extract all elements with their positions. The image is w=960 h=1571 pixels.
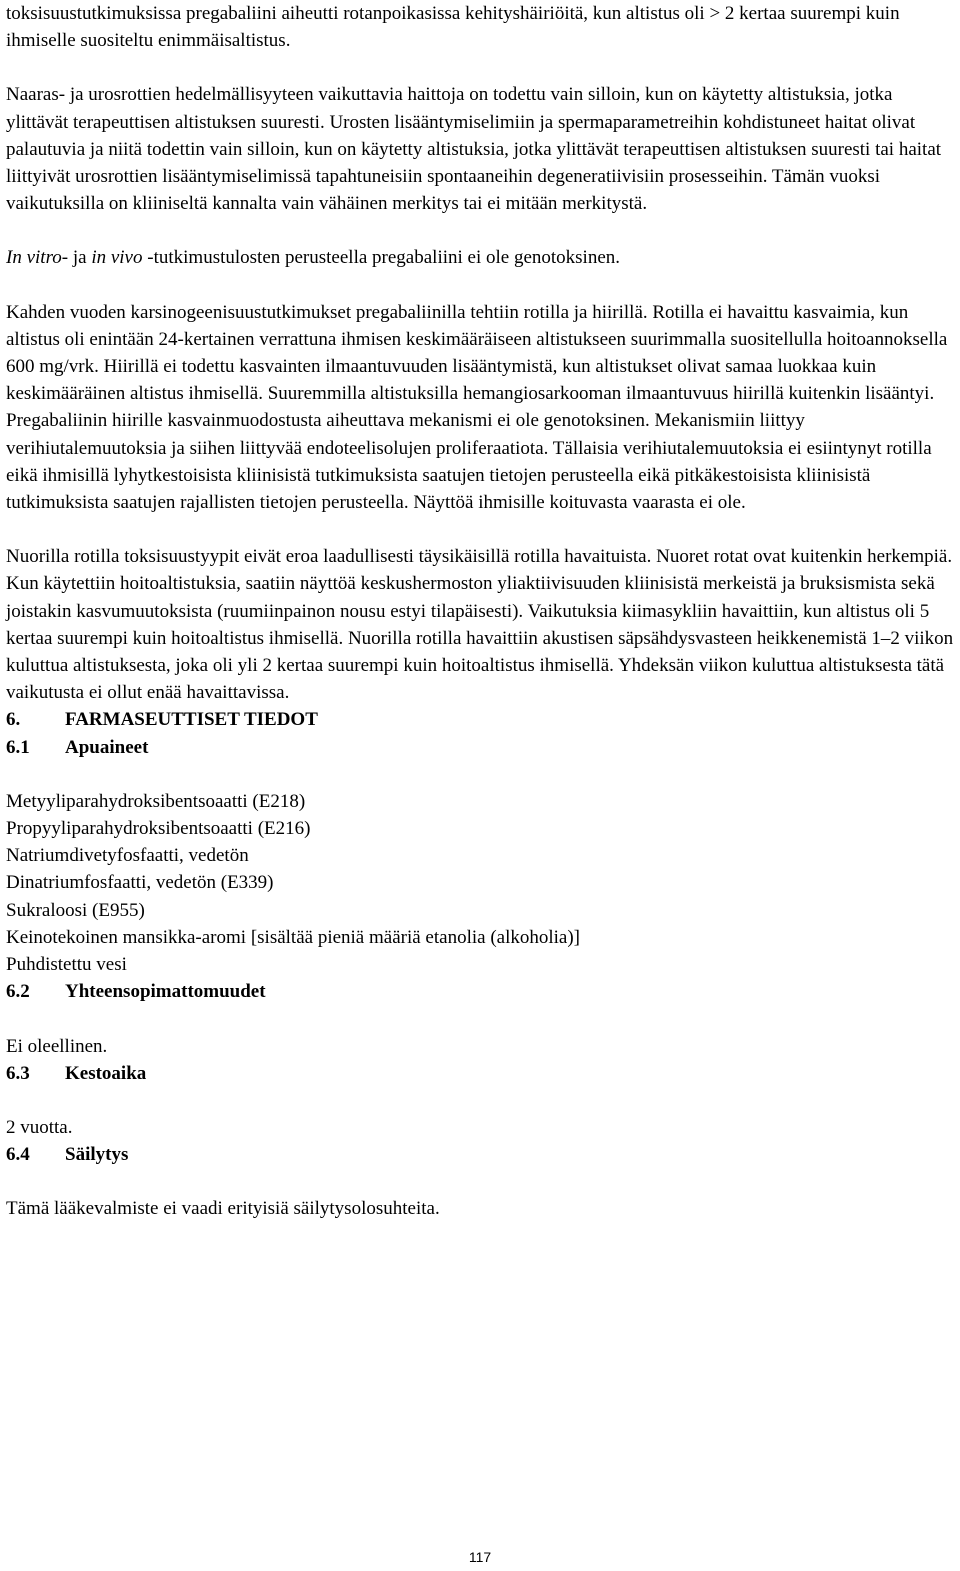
section-number: 6.2 (6, 981, 30, 1003)
section-heading-6-4 (6, 1141, 956, 1168)
section-number: 6.4 (6, 1144, 30, 1166)
section-text-6-4: Tämä lääkevalmiste ei vaadi erityisiä säilytysolosuhteita. (6, 1198, 440, 1220)
section-heading-6-1 (6, 734, 956, 761)
list-item: Metyyliparahydroksibentsoaatti (E218) (6, 790, 306, 812)
page-number: 117 (468, 1549, 492, 1565)
list-item: Dinatriumfosfaatti, vedetön (E339) (6, 872, 274, 894)
list-item: Keinotekoinen mansikka-aromi [sisältää pieniä määriä etanolia (alkoholia)] (6, 926, 580, 948)
excipient-list (6, 788, 956, 978)
section-title: Säilytys (65, 1144, 129, 1166)
section-heading-6 (6, 706, 956, 733)
list-item: Sukraloosi (E955) (6, 899, 145, 921)
section-title: Yhteensopimattomuudet (65, 981, 266, 1003)
list-item: Puhdistettu vesi (6, 954, 127, 976)
section-title: Kestoaika (65, 1062, 147, 1084)
section-text-6-3: 2 vuotta. (6, 1116, 73, 1138)
list-item: Natriumdivetyfosfaatti, vedetön (6, 845, 249, 867)
paragraph-reproductive-toxicity-end: toksisuustutkimuksissa pregabaliini aiheutti rotanpoikasissa kehityshäiriöitä, kun altistus oli > 2 kertaa suurempi kuin ihmiselle suositeltu enimmäisaltistus. (6, 3, 900, 52)
section-heading-6-3 (6, 1060, 956, 1087)
paragraph-juvenile-rats: Nuorilla rotilla toksisuustyypit eivät eroa laadullisesti täysikäisillä rotilla havaituista. Nuoret rotat ovat kuitenkin herkempiä. Kun käytettiin hoitoaltistuksia, saatiin näyttöä keskushermoston yliaktiivisuuden kliinisistä merkeistä ja bruksismista sekä joistakin kasvumuutoksista (ruumiinpainon nousu estyi tilapäisesti). Vaikutuksia kiimasykliin havaittiin, kun altistus oli 5 kertaa suurempi kuin hoitoaltistus ihmisellä. Nuorilla rotilla havaittiin akustisen säpsähdysvasteen heikkenemistä 1–2 viikon kuluttua altistuksesta, joka oli yli 2 kertaa suurempi kuin hoitoaltistus ihmisellä. Yhdeksän viikon kuluttua altistuksesta tätä vaikutusta ei ollut enää havaittavissa. (6, 546, 954, 704)
section-number: 6. (6, 709, 21, 731)
list-item: Propyyliparahydroksibentsoaatti (E216) (6, 818, 311, 840)
paragraph-carcinogenicity: Kahden vuoden karsinogeenisuustutkimukset pregabaliinilla tehtiin rotilla ja hiirillä. Rotilla ei havaittu kasvaimia, kun altistus oli enintään 24-kertainen verrattuna ihmisen keskimääräiseen altistukseen suurimmalla suositellulla hoitoannoksella 600 mg/vrk. Hiirillä ei todettu kasvainten ilmaantuvuuden lisääntymistä, kun altistukset olivat samaa luokkaa kuin keskimääräinen altistus ihmisellä. Suuremmilla altistuksilla hemangiosarkooman ilmaantuvuus hiirillä kuitenkin lisääntyi. Pregabaliinin hiirille kasvainmuodostusta aiheuttava mekanismi ei ole genotoksinen. Mekanismiin liittyy verihiutalemuutoksia ja siihen liittyvää endoteelisolujen proliferaatiota. Tällaisia verihiutalemuutoksia ei esiintynyt rotilla eikä ihmisillä lyhytkestoisista kliinisistä tutkimuksista saatujen tietojen perusteella eikä pitkäkestoisista kliinisistä tutkimuksista saatujen rajallisten tietojen perusteella. Näyttöä ihmisille koituvasta vaarasta ei ole. (6, 301, 948, 514)
section-title: Apuaineet (65, 736, 149, 758)
paragraph-fertility: Naaras- ja urosrottien hedelmällisyyteen vaikuttavia haittoja on todettu vain silloin, kun on käytetty altistuksia, jotka ylittävät terapeuttisen altistuksen suuresti. Urosten lisääntymiselimiin ja spermaparametreihin kohdistuneet haitat olivat palautuvia ja niitä todettin vain silloin, kun on käytetty altistuksia, jotka ylittävät terapeuttisen altistuksen suuresti tai haitat liittyivät urosrottien lisääntymiselimissä tapahtuneisiin spontaaneihin degeneratiivisiin prosesseihin. Tämän vuoksi vaikutuksilla on kliiniseltä kannalta vain vähäinen merkitys tai ei mitään merkitystä. (6, 84, 942, 215)
document-page (6, 0, 956, 1223)
in-vitro-term: In vitro (6, 247, 62, 269)
genotoxicity-rest: -tutkimustulosten perusteella pregabaliini ei ole genotoksinen. (142, 247, 621, 269)
genotoxicity-mid: - ja (61, 247, 92, 269)
in-vivo-term: in vivo (91, 247, 143, 269)
section-title: FARMASEUTTISET TIEDOT (65, 709, 318, 731)
section-number: 6.3 (6, 1062, 30, 1084)
paragraph-genotoxicity (6, 244, 956, 271)
section-number: 6.1 (6, 736, 30, 758)
section-heading-6-2 (6, 978, 956, 1005)
section-text-6-2: Ei oleellinen. (6, 1035, 108, 1057)
